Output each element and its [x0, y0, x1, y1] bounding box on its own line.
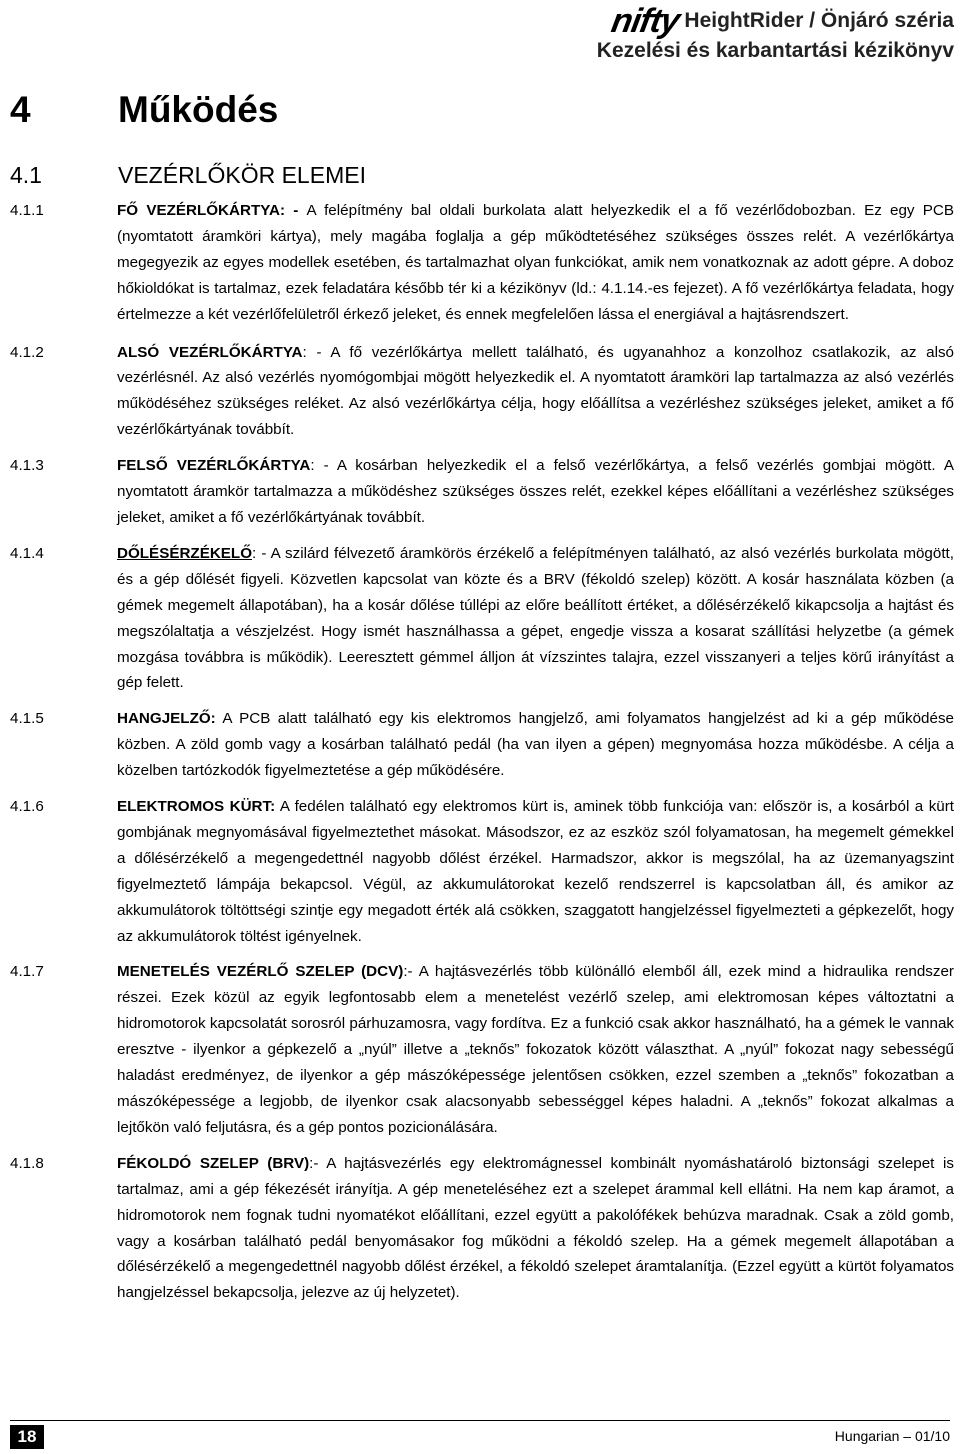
footer-divider: [10, 1420, 950, 1421]
item-title: ELEKTROMOS KÜRT:: [117, 798, 276, 816]
item-title: MENETELÉS VEZÉRLŐ SZELEP (DCV): [117, 963, 404, 981]
section-title: VEZÉRLŐKÖR ELEMEI: [118, 162, 366, 188]
item-title-suffix: : -: [302, 343, 331, 361]
item-4-1-1: [10, 198, 954, 328]
section-number: 4.1: [10, 162, 42, 188]
page-header: [596, 2, 954, 64]
item-title: FÉKOLDÓ SZELEP (BRV): [117, 1154, 310, 1172]
item-body: A szilárd félvezető áramkörös érzékelő a felépítményen található, az alsó vezérlés burkolata mögött, és a gép dőlését figyeli. Közvetlen kapcsolat van közte és a BRV (fékoldó szelep) között. A kosár használata közben (a gémek megemelt állapotában), ha a kosár dőlése túllépi az előre beállított értéket, a dőlésérzékelő kikapcsolja a hajtást és megszólaltatja a vészjelzést. Hogy ismét használhassa a gépet, engedje vissza a kosarat szállítási helyzetbe (a gémek mozgása továbbra is működik). Leeresztett gémmel álljon át vízszintes talajra, ezzel visszanyeri a teljes körű irányítást a gép felett.: [117, 544, 954, 692]
item-number: 4.1.3: [10, 457, 44, 475]
item-title: HANGJELZŐ:: [117, 710, 216, 728]
item-paragraph: [117, 959, 954, 1140]
item-number: 4.1.2: [10, 343, 44, 361]
item-title-suffix: :-: [403, 963, 419, 981]
chapter-heading: [10, 88, 278, 132]
item-4-1-7: [10, 959, 954, 1140]
item-body: A hajtásvezérlés több különálló elemből áll, ezek mind a hidraulika rendszer részei. Ezek közül az egyik legfontosabb elem a menetelést vezérlő szelep, ami elektromosan képes változtatni a hidromotorok kapcsolatát sorosról párhuzamosra, vagy fordítva. Ez a funkció csak akkor használható, ha a gémek le vannak eresztve - ilyenkor a gépkezelő a „nyúl” illetve a „teknős” fokozatok között választhat. A „nyúl” fokozat nagy sebességű haladást eredményez, de ilyenkor a gép mászóképessége jelentősen csökken, ezzel szemben a „teknős” fokozatban a mászóképessége a legjobb, de ilyenkor csak alacsonyabb sebességgel képes haladni. A „teknős” fokozat alkalmas a lejtőkön való feljutásra, és a gép pontos pozicionálására.: [117, 963, 954, 1136]
item-list: [10, 198, 954, 1306]
item-paragraph: [117, 706, 954, 784]
header-subtitle: Kezelési és karbantartási kézikönyv: [596, 39, 954, 62]
chapter-number: 4: [10, 89, 31, 130]
item-body: A kosárban helyezkedik el a felső vezérlőkártya, a felső vezérlés gombjai mögött. A nyomtatott áramkör tartalmazza a működéshez szükséges összes relét, ezekkel képes előállítani a vezérléshez szükséges jeleket, amiket a fő vezérlőkártyának továbbít.: [117, 457, 954, 526]
item-paragraph: [117, 1151, 954, 1306]
item-title: ALSÓ VEZÉRLŐKÁRTYA: [117, 343, 303, 361]
item-number: 4.1.6: [10, 798, 44, 816]
item-4-1-2: [10, 340, 954, 444]
item-paragraph: [117, 794, 954, 949]
page-number: 18: [10, 1425, 44, 1449]
item-title: DŐLÉSÉRZÉKELŐ: [117, 544, 253, 562]
item-title-suffix: :-: [309, 1154, 327, 1172]
item-4-1-5: [10, 706, 954, 784]
item-body: A PCB alatt található egy kis elektromos hangjelző, ami folyamatos hangjelzést ad ki a gép működése közben. A zöld gomb vagy a kosárban található pedál (ha van ilyen a gépen) megnyomása hozza működésbe. A célja a közelben tartózkodók figyelmeztetése a gép működésére.: [117, 710, 954, 780]
item-number: 4.1.1: [10, 202, 44, 219]
footer-edition: Hungarian – 01/10: [834, 1428, 950, 1444]
item-title-suffix: -: [285, 202, 307, 219]
item-4-1-8: [10, 1151, 954, 1306]
nifty-logo: nifty: [608, 2, 682, 40]
item-title: FŐ VEZÉRLŐKÁRTYA:: [117, 202, 285, 219]
item-4-1-4: [10, 541, 954, 696]
item-paragraph: [117, 340, 954, 444]
item-paragraph: [117, 541, 954, 696]
item-number: 4.1.8: [10, 1154, 44, 1172]
section-heading: [10, 160, 366, 190]
chapter-title: Működés: [118, 89, 279, 130]
item-4-1-6: [10, 794, 954, 949]
item-number: 4.1.4: [10, 544, 44, 562]
item-number: 4.1.5: [10, 710, 44, 728]
item-body: A felépítmény bal oldali burkolata alatt helyezkedik el a fő vezérlődobozban. Ez egy PCB (nyomtatott áramköri kártya), mely magába foglalja a gép működtetéséhez szükséges összes relét. A vezérlőkártya megegyezik az egyes modellek esetében, és tartalmazhat olyan funkciókat, amik nem vonatkoznak az adott gépre. A doboz hőkioldókat is tartalmaz, ezek feladatára később tér ki a kézikönyv (ld.: 4.1.14.-es fejezet). A fő vezérlőkártya feladata, hogy értelmezze a két vezérlőfelületről érkező jeleket, és ennek megfelelően lássa el energiával a hajtásrendszert.: [117, 202, 954, 323]
item-title: FELSŐ VEZÉRLŐKÁRTYA: [117, 457, 311, 475]
header-title: HeightRider / Önjáró széria: [684, 9, 954, 32]
header-line: [597, 2, 954, 40]
item-paragraph: [117, 453, 954, 531]
item-body: A fedélen található egy elektromos kürt is, aminek több funkciója van: először is, a kosárból a kürt gombjának megnyomásával figyelmeztethet másokat. Másodszor, ez az eszköz szól folyamatosan, ha megemelt gémekkel a dőlésérzékelő a megengedettnél nagyobb dőlést érzékel. Harmadszor, akkor is megszólal, ha az üzemanyagszint figyelmeztető lámpája bekapcsol. Végül, az akkumulátorokat kezelő rendszerrel is kapcsolatban áll, és amikor az akkumulátorok töltöttségi szintje egy megadott érték alá csökken, szaggatott hangjelzéssel figyelmezteti a gépkezelőt, hogy az akkumulátorok töltést igényelnek.: [117, 798, 955, 945]
item-paragraph: [117, 198, 954, 328]
item-title-suffix: : -: [252, 544, 271, 562]
item-4-1-3: [10, 453, 954, 531]
item-title-suffix: : -: [310, 457, 337, 475]
item-body: A hajtásvezérlés egy elektromágnessel kombinált nyomáshatároló biztonsági szelepet is tartalmaz, ami a gép fékezését irányítja. A gép meneteléséhez ezt a szelepet árammal kell ellátni. Ha nem kap áramot, a hidromotorok nem fognak tudni nyomatékot előállítani, ezzel együtt a pakolófékek behúzva maradnak. Csak a zöld gomb, vagy a kosárban található pedál benyomásakor fog működni a fékoldó szelep. Ha a gémek megemelt állapotában a dőlésérzékelő a megengedettnél nagyobb dőlést érzékel, a fékoldó szelepet áramtalanítja. (Ezzel együtt a kürtöt folyamatos hangjelzéssel bekapcsolja, jelezve az új helyzetet).: [117, 1154, 954, 1302]
item-body: A fő vezérlőkártya mellett található, és ugyanahhoz a konzolhoz csatlakozik, az alsó vezérlésnél. Az alsó vezérlés nyomógombjai mögött helyezkedik el. A nyomtatott áramköri lap tartalmazza az alsó vezérlés működéséhez szükséges reléket. Az alsó vezérlőkártya célja, hogy előállítsa a vezérléshez szükséges jeleket, amiket a fő vezérlőkártyának továbbít.: [117, 343, 954, 439]
item-number: 4.1.7: [10, 963, 44, 981]
